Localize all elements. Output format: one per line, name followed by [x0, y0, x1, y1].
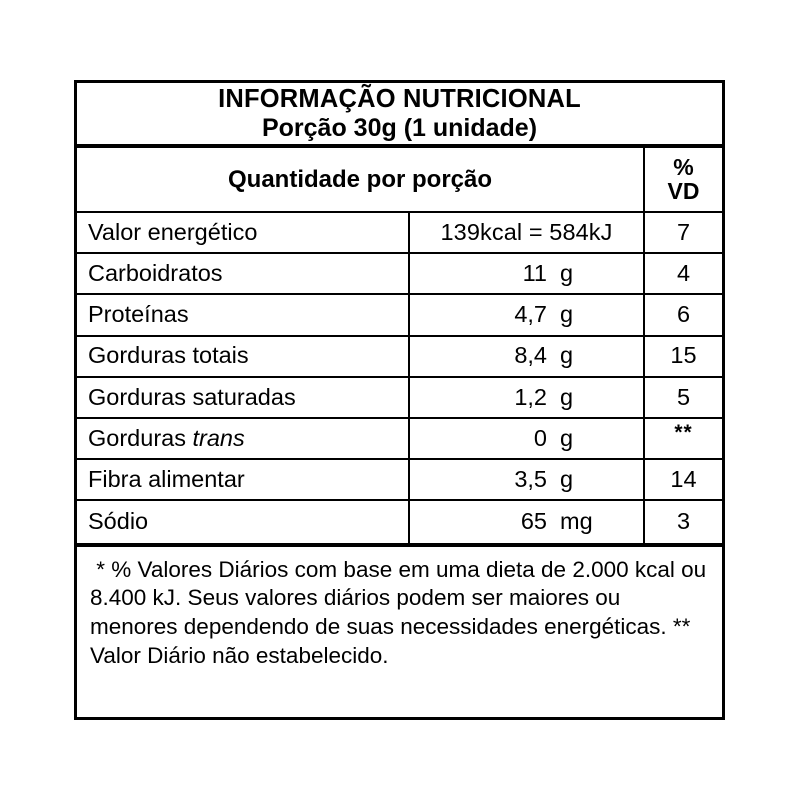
nutrient-label-main: Proteínas	[88, 301, 189, 328]
daily-value-header-cell	[645, 148, 722, 211]
daily-value-cell	[645, 419, 722, 458]
nutrient-label-cell	[77, 337, 410, 376]
nutrient-value-cell	[410, 254, 645, 293]
nutrient-value	[429, 383, 624, 410]
nutrient-label	[88, 303, 189, 327]
nutrient-value-unit: g	[560, 342, 574, 369]
nutrient-label-main: Sódio	[88, 508, 149, 535]
table-row	[77, 378, 722, 419]
nutrient-value	[429, 262, 624, 286]
table-row	[77, 254, 722, 295]
nutrient-value-number: 4,7	[514, 301, 547, 328]
nutrient-label-main: Fibra alimentar	[88, 465, 245, 492]
nutrient-label-cell	[77, 254, 410, 293]
daily-value-header-vd: VD	[667, 177, 700, 204]
table-row	[77, 460, 722, 501]
quantity-header-label: Quantidade por porção	[227, 165, 493, 193]
nutrient-value-number: 0	[533, 424, 547, 451]
table-row	[77, 213, 722, 254]
daily-value-cell	[645, 460, 722, 499]
daily-value-cell	[645, 295, 722, 334]
nutrient-label	[88, 465, 245, 492]
nutrient-value-number: 1,2	[514, 383, 547, 410]
nutrient-label	[88, 424, 245, 451]
nutrition-facts-label	[74, 80, 725, 720]
table-row	[77, 295, 722, 336]
table-row	[77, 337, 722, 378]
daily-value: 3	[676, 508, 691, 535]
daily-value-cell	[645, 378, 722, 417]
nutrient-label-main: Valor energético	[88, 218, 258, 245]
nutrient-value	[429, 510, 624, 534]
nutrient-label-main: Gorduras totais	[88, 342, 249, 369]
nutrient-label-main: Gorduras saturadas	[88, 383, 296, 410]
nutrient-label	[88, 344, 249, 368]
daily-value-footnote: * % Valores Diários com base em uma dieta de 2.000 kcal ou 8.400 kJ. Seus valores diários podem ser maiores ou menores dependendo de suas necessidades energéticas. ** Valor Diário não estabelecido.	[90, 556, 713, 669]
daily-value: 7	[676, 218, 691, 245]
nutrient-value-cell	[410, 501, 645, 542]
nutrient-value-cell	[410, 419, 645, 458]
nutrient-value-cell	[410, 213, 645, 252]
serving-size: Porção 30g (1 unidade)	[261, 114, 538, 143]
table-row	[77, 419, 722, 460]
nutrient-value	[429, 344, 624, 368]
nutrient-value-unit: g	[560, 424, 574, 451]
nutrient-label-cell	[77, 213, 410, 252]
nutrient-value-cell	[410, 378, 645, 417]
nutrient-label	[88, 218, 258, 245]
nutrient-value-unit: g	[560, 383, 574, 410]
nutrient-value	[429, 465, 624, 492]
nutrient-value: 139kcal = 584kJ	[440, 218, 613, 245]
nutrient-label	[88, 383, 296, 410]
nutrient-value	[429, 424, 624, 451]
table-row	[77, 501, 722, 542]
nutrient-label-italic: trans	[192, 424, 245, 451]
nutrient-label-cell	[77, 501, 410, 542]
daily-value-cell	[645, 213, 722, 252]
daily-value: **	[674, 421, 693, 445]
column-header-row	[77, 148, 722, 213]
nutrient-value-number: 65	[520, 508, 547, 535]
daily-value: 14	[670, 465, 697, 492]
daily-value-cell	[645, 501, 722, 542]
nutrient-label-cell	[77, 295, 410, 334]
daily-value: 4	[676, 260, 691, 287]
daily-value-header-percent: %	[673, 153, 694, 180]
nutrient-value	[429, 303, 624, 327]
nutrient-value-unit: mg	[560, 508, 593, 535]
daily-value: 6	[676, 301, 691, 328]
nutrient-value-unit: g	[560, 465, 574, 492]
nutrient-value-number: 8,4	[514, 342, 547, 369]
nutrient-label-main: Gorduras	[88, 424, 193, 451]
nutrient-value-number: 11	[522, 260, 547, 287]
nutrient-value-unit: g	[560, 260, 574, 287]
nutrient-label-cell	[77, 419, 410, 458]
nutrient-value-unit: g	[560, 301, 574, 328]
nutrient-label-main: Carboidratos	[88, 260, 223, 287]
label-title-block	[77, 83, 722, 148]
nutrient-value-cell	[410, 295, 645, 334]
nutrient-label-cell	[77, 378, 410, 417]
nutrient-label	[88, 510, 148, 534]
nutrient-value-number: 3,5	[514, 465, 547, 492]
nutrient-rows	[77, 213, 722, 547]
daily-value-cell	[645, 337, 722, 376]
quantity-header-cell	[77, 148, 645, 211]
daily-value: 5	[676, 383, 691, 410]
nutrient-label	[88, 262, 223, 286]
label-title: INFORMAÇÃO NUTRICIONAL	[218, 85, 581, 114]
nutrient-value-cell	[410, 460, 645, 499]
daily-value-cell	[645, 254, 722, 293]
footnote-block	[77, 547, 722, 718]
daily-value: 15	[670, 342, 697, 369]
nutrient-label-cell	[77, 460, 410, 499]
nutrient-value-cell	[410, 337, 645, 376]
